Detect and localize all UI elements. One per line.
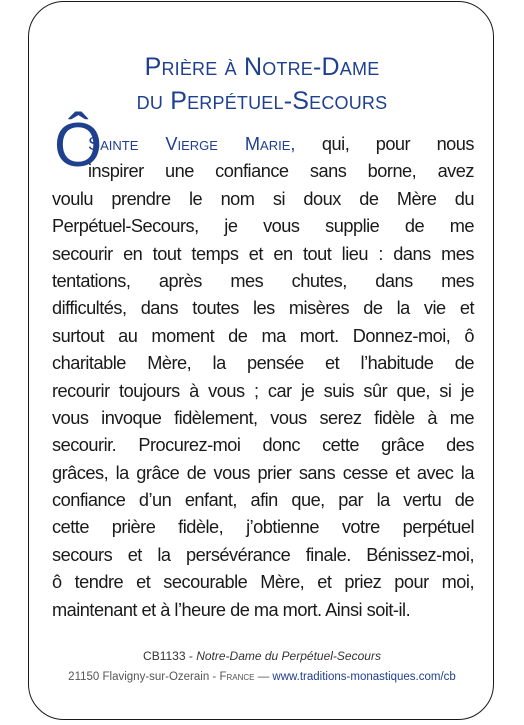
prayer-line: secours et la persévérance finale. Bénissez-moi, <box>52 544 474 565</box>
prayer-line: difficultés, dans toutes les misères de la vie et <box>52 298 474 319</box>
prayer-line: voulu prendre le nom si doux de Mère du <box>52 188 474 209</box>
prayer-line: inspirer une confiance sans borne, avez <box>88 161 474 182</box>
address: 21150 Flavigny-sur-Ozerain - <box>68 671 217 683</box>
prayer-line: maintenant et à l’heure de ma mort. Ainsi soit-il. <box>52 599 411 620</box>
country: France <box>219 671 255 683</box>
prayer-line: cette prière fidèle, j’obtienne votre perpétuel <box>52 517 474 538</box>
prayer-line: surtout au moment de ma mort. Donnez-moi, ô <box>52 325 474 346</box>
prayer-line: Sainte Vierge Marie, qui, pour nous <box>88 134 475 154</box>
drop-cap: Ô <box>54 111 103 180</box>
title-line-2: du Perpétuel-Secours <box>136 87 388 115</box>
title-line-1: Prière à Notre-Dame <box>144 53 380 81</box>
website-link[interactable]: www.traditions-monastiques.com/cb <box>272 671 456 683</box>
separator: — <box>257 671 270 683</box>
prayer-line: grâces, la grâce de vous prier sans cesse et avec la <box>52 462 474 483</box>
prayer-line: secourir en tout temps et en tout lieu : dans mes <box>52 243 474 264</box>
prayer-line: tentations, après mes chutes, dans mes <box>52 270 474 291</box>
prayer-line: charitable Mère, la pensée et l’habitude de <box>52 353 474 374</box>
prayer-line: Perpétuel-Secours, je vous supplie de me <box>52 216 474 237</box>
prayer-line: recourir toujours à vous ; car je suis sûr que, si je <box>52 380 474 401</box>
prayer-line: vous invoque fidèlement, vous serez fidèle à me <box>52 407 474 428</box>
product-name: Notre-Dame du Perpétuel-Secours <box>196 649 381 663</box>
prayer-line: confiance d’un enfant, afin que, par la vertu de <box>52 490 474 511</box>
footer-product <box>0 648 524 664</box>
prayer-title <box>0 50 524 118</box>
footer-address <box>0 669 524 685</box>
product-code: CB1133 - <box>143 649 193 663</box>
prayer-line: ô tendre et secourable Mère, et priez pour moi, <box>52 572 474 593</box>
prayer-line: secourir. Procurez-moi donc cette grâce des <box>52 435 474 456</box>
prayer-opening: Sainte Vierge Marie, <box>88 134 296 154</box>
prayer-text <box>52 131 474 624</box>
